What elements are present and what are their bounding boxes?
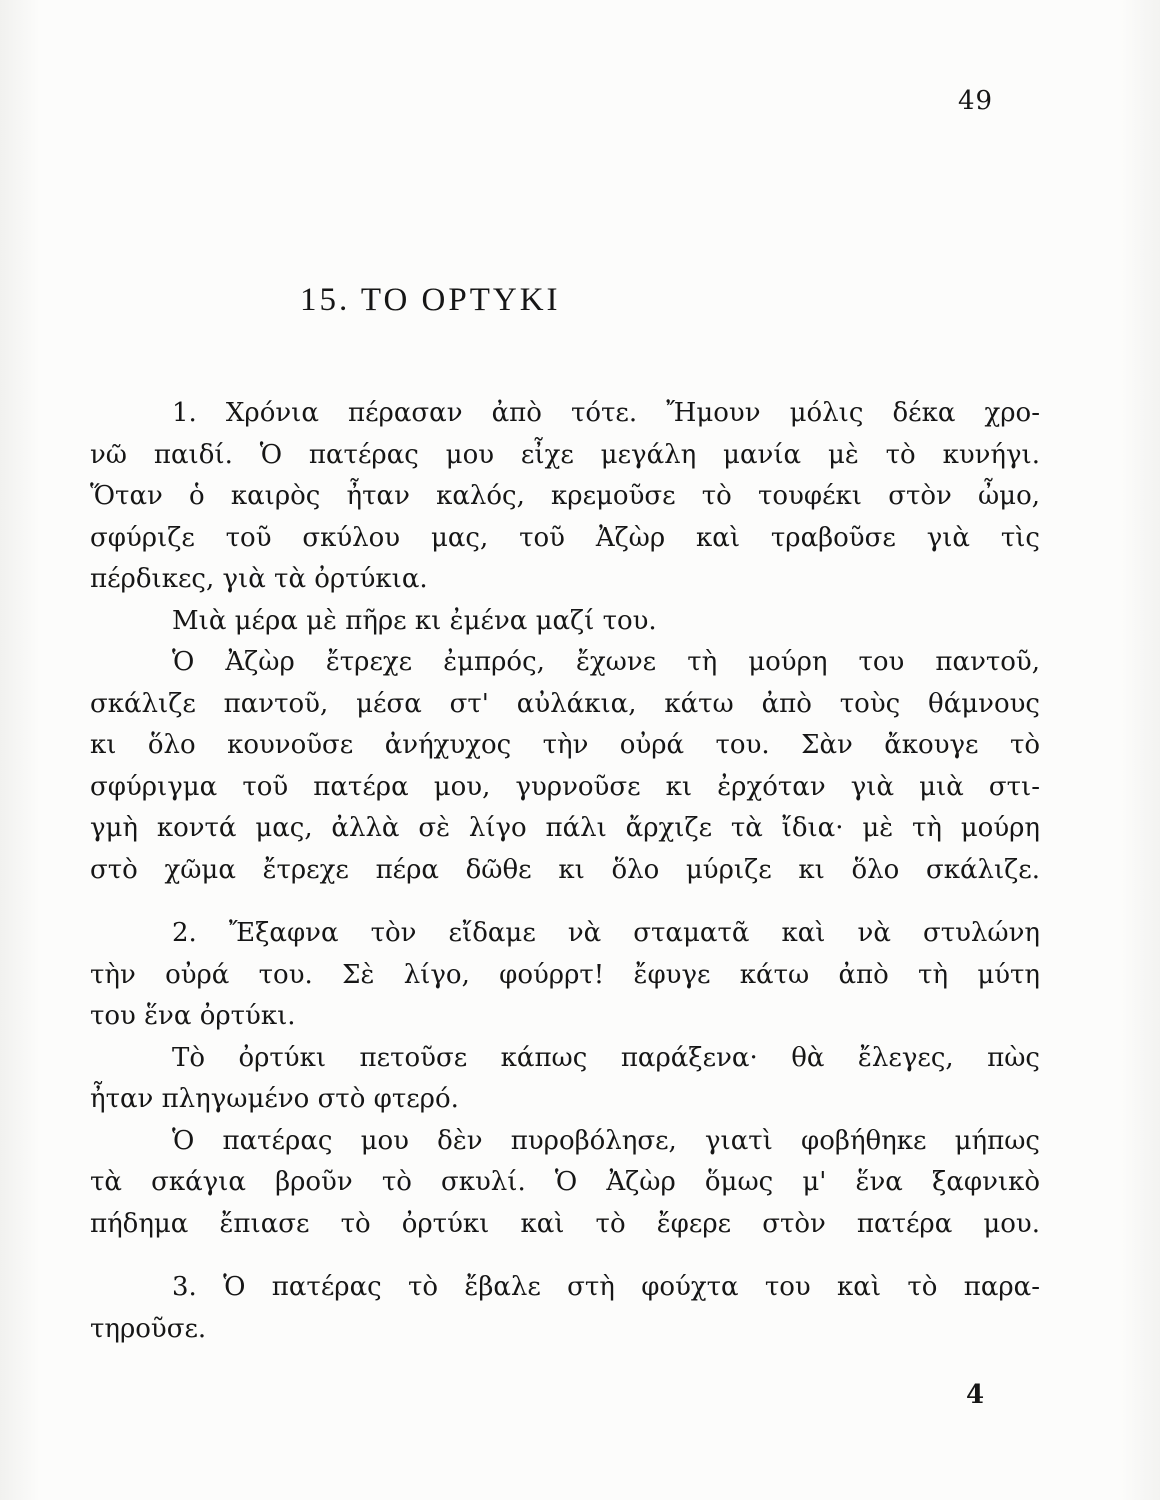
text-line: τὴν οὐρά του. Σὲ λίγο, φούρρτ! ἔφυγε κάτω ἀπὸ τὴ μύτη [90,959,1040,990]
text-line: σφύριζε τοῦ σκύλου μας, τοῦ Ἀζὼρ καὶ τραβοῦσε γιὰ τὶς [90,522,1040,553]
paragraph [90,1267,1040,1350]
section-1 [90,393,1040,891]
section-gap [90,891,1040,913]
text-line: νῶ παιδί. Ὁ πατέρας μου εἶχε μεγάλη μανία μὲ τὸ κυνήγι. [90,439,1040,470]
text-line: Τὸ ὀρτύκι πετοῦσε κάπως παράξενα· θὰ ἔλεγες, πὼς [172,1042,1040,1073]
section-gap [90,1245,1040,1267]
paragraph [90,642,1040,891]
text-line: Ὁ Ἀζὼρ ἔτρεχε ἐμπρός, ἔχωνε τὴ μούρη του παντοῦ, [172,647,1040,677]
paragraph [90,1038,1040,1121]
paragraph [90,393,1040,601]
text-line: του ἕνα ὀρτύκι. [90,1001,296,1031]
text-line: Ὁ πατέρας μου δὲν πυροβόλησε, γιατὶ φοβήθηκε μήπως [172,1125,1040,1156]
text-line: σκάλιζε παντοῦ, μέσα στ' αὐλάκια, κάτω ἀπὸ τοὺς θάμνους [90,688,1040,719]
page-number: 49 [958,86,994,116]
text-line: 1. Χρόνια πέρασαν ἀπὸ τότε. Ἤμουν μόλις δέκα χρο- [172,398,1040,428]
text-line: γμὴ κοντά μας, ἀλλὰ σὲ λίγο πάλι ἄρχιζε τὰ ἴδια· μὲ τὴ μούρη [90,813,1040,843]
text-line: τηροῦσε. [90,1313,207,1344]
paragraph [90,601,1040,643]
paragraph [90,913,1040,1038]
text-line: Ὅταν ὁ καιρὸς ἦταν καλός, κρεμοῦσε τὸ τουφέκι στὸν ὦμο, [90,481,1040,511]
text-line: 3. Ὁ πατέρας τὸ ἔβαλε στὴ φούχτα του καὶ τὸ παρα- [172,1272,1040,1302]
text-line: 2. Ἔξαφνα τὸν εἴδαμε νὰ σταματᾶ καὶ νὰ στυλώνη [172,918,1040,948]
text-line: τὰ σκάγια βροῦν τὸ σκυλί. Ὁ Ἀζὼρ ὅμως μ' ἕνα ξαφνικὸ [90,1167,1040,1197]
text-line: πέρδικες, γιὰ τὰ ὀρτύκια. [90,564,428,594]
paragraph [90,1121,1040,1246]
text-line: Μιὰ μέρα μὲ πῆρε κι ἐμένα μαζί του. [172,605,657,636]
body-text [90,393,1040,1350]
text-line: ἦταν πληγωμένο στὸ φτερό. [90,1084,459,1114]
text-line: πήδημα ἔπιασε τὸ ὀρτύκι καὶ τὸ ἔφερε στὸν πατέρα μου. [90,1208,1040,1239]
text-line: σφύριγμα τοῦ πατέρα μου, γυρνοῦσε κι ἐρχόταν γιὰ μιὰ στι- [90,771,1040,802]
signature-mark: 4 [966,1380,985,1410]
section-2 [90,913,1040,1245]
text-line: στὸ χῶμα ἔτρεχε πέρα δῶθε κι ὅλο μύριζε κι ὅλο σκάλιζε. [90,854,1040,885]
chapter-title: 15. ΤΟ ΟΡΤΥΚΙ [300,282,561,318]
text-line: κι ὅλο κουνοῦσε ἀνήχυχος τὴν οὐρά του. Σὰν ἄκουγε τὸ [90,730,1040,760]
section-3 [90,1267,1040,1350]
